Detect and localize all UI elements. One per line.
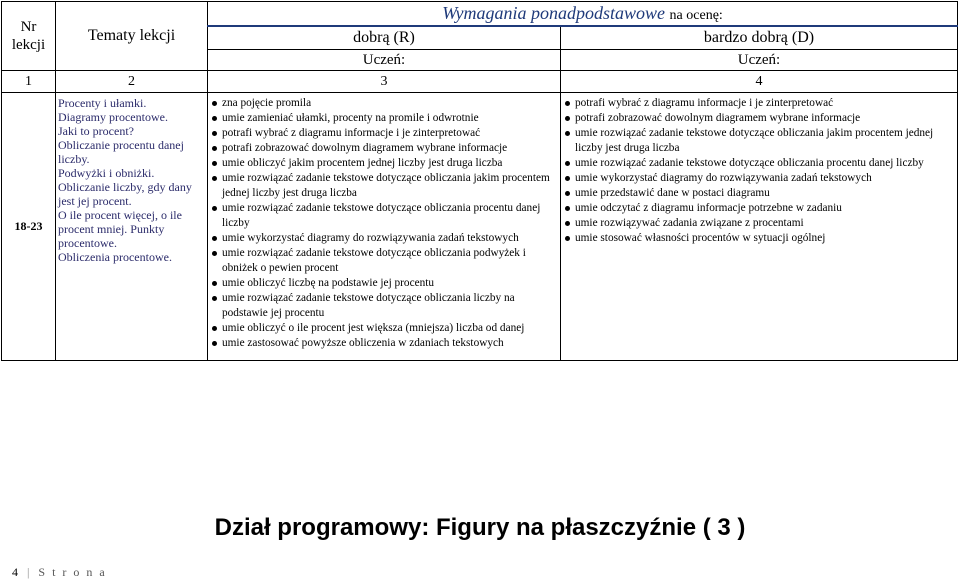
requirements-title: Wymagania ponadpodstawowe <box>442 3 666 23</box>
student-label-right: Uczeń: <box>561 50 958 71</box>
requirement-item: umie obliczyć jakim procentem jednej liczby jest druga liczba <box>210 156 558 171</box>
requirement-item: umie rozwiązać zadanie tekstowe dotyczące obliczania procentu danej liczby <box>563 156 955 171</box>
topic-line: jest jej procent. <box>58 194 132 208</box>
lesson-label: lekcji <box>11 37 46 53</box>
requirement-item: umie stosować własności procentów w sytuacji ogólnej <box>563 231 955 246</box>
column-number: 3 <box>208 71 561 93</box>
good-requirements-cell <box>208 93 561 361</box>
grade-good-header: dobrą (R) <box>208 26 561 50</box>
column-number: 1 <box>2 71 56 93</box>
requirement-item: umie zamieniać ułamki, procenty na promile i odwrotnie <box>210 111 558 126</box>
good-requirements-list <box>210 93 558 351</box>
topic-line: Obliczanie liczby, gdy dany <box>58 180 192 194</box>
requirement-item: umie rozwiązywać zadania związane z procentami <box>563 216 955 231</box>
column-number: 4 <box>561 71 958 93</box>
topic-line: Obliczenia procentowe. <box>58 250 172 264</box>
page-footer <box>12 565 107 580</box>
requirement-item: umie wykorzystać diagramy do rozwiązywania zadań tekstowych <box>210 231 558 246</box>
nr-label: Nr <box>20 19 37 35</box>
requirement-item: potrafi zobrazować dowolnym diagramem wybrane informacje <box>210 141 558 156</box>
requirement-item: potrafi zobrazować dowolnym diagramem wybrane informacje <box>563 111 955 126</box>
requirement-item: umie odczytać z diagramu informacje potrzebne w zadaniu <box>563 201 955 216</box>
requirement-item: umie wykorzystać diagramy do rozwiązywania zadań tekstowych <box>563 171 955 186</box>
requirement-item: umie rozwiązać zadanie tekstowe dotyczące obliczania procentu danej liczby <box>210 201 558 231</box>
topics-cell <box>56 93 208 361</box>
requirement-item: zna pojęcie promila <box>210 96 558 111</box>
lesson-range: 18-23 <box>2 93 56 361</box>
requirement-item: umie zastosować powyższe obliczenia w zdaniach tekstowych <box>210 336 558 351</box>
requirement-item: umie rozwiązać zadanie tekstowe dotyczące obliczania liczby na podstawie jej procentu <box>210 291 558 321</box>
topic-line: procent mniej. Punkty <box>58 222 165 236</box>
topic-line: Diagramy procentowe. <box>58 110 168 124</box>
nr-lekcji-header <box>2 2 56 71</box>
requirement-item: umie przedstawić dane w postaci diagramu <box>563 186 955 201</box>
requirement-item: potrafi wybrać z diagramu informacje i je zinterpretować <box>563 96 955 111</box>
page-word: S t r o n a <box>38 565 107 579</box>
content-row <box>2 93 958 361</box>
requirements-table <box>1 1 958 361</box>
requirements-header <box>208 2 958 27</box>
footer-separator: | <box>27 565 32 579</box>
requirement-item: umie rozwiązać zadanie tekstowe dotyczące obliczania jakim procentem jednej liczby jest druga liczba <box>210 171 558 201</box>
topics-header: Tematy lekcji <box>56 2 208 71</box>
page-number: 4 <box>12 565 20 579</box>
requirement-item: umie obliczyć liczbę na podstawie jej procentu <box>210 276 558 291</box>
student-label-left: Uczeń: <box>208 50 561 71</box>
section-heading: Dział programowy: Figury na płaszczyźnie ( 3 ) <box>214 514 746 541</box>
column-number: 2 <box>56 71 208 93</box>
very-good-requirements-list <box>563 93 955 246</box>
very-good-requirements-cell <box>561 93 958 361</box>
topic-line: procentowe. <box>58 236 117 250</box>
topic-line: O ile procent więcej, o ile <box>58 208 182 222</box>
requirement-item: umie obliczyć o ile procent jest większa (mniejsza) liczba od danej <box>210 321 558 336</box>
topic-line: Jaki to procent? <box>58 124 134 138</box>
requirement-item: umie rozwiązać zadanie tekstowe dotyczące obliczania podwyżek i obniżek o pewien procent <box>210 246 558 276</box>
topic-line: Podwyżki i obniżki. <box>58 166 155 180</box>
topic-line: liczby. <box>58 152 90 166</box>
grade-very-good-header: bardzo dobrą (D) <box>561 26 958 50</box>
requirements-suffix: na ocenę: <box>669 8 723 23</box>
requirement-item: umie rozwiązać zadanie tekstowe dotyczące obliczania jakim procentem jednej liczby jest druga liczba <box>563 126 955 156</box>
requirement-item: potrafi wybrać z diagramu informacje i je zinterpretować <box>210 126 558 141</box>
topic-line: Obliczanie procentu danej <box>58 138 184 152</box>
column-number-row <box>2 71 958 93</box>
topic-line: Procenty i ułamki. <box>58 96 147 110</box>
